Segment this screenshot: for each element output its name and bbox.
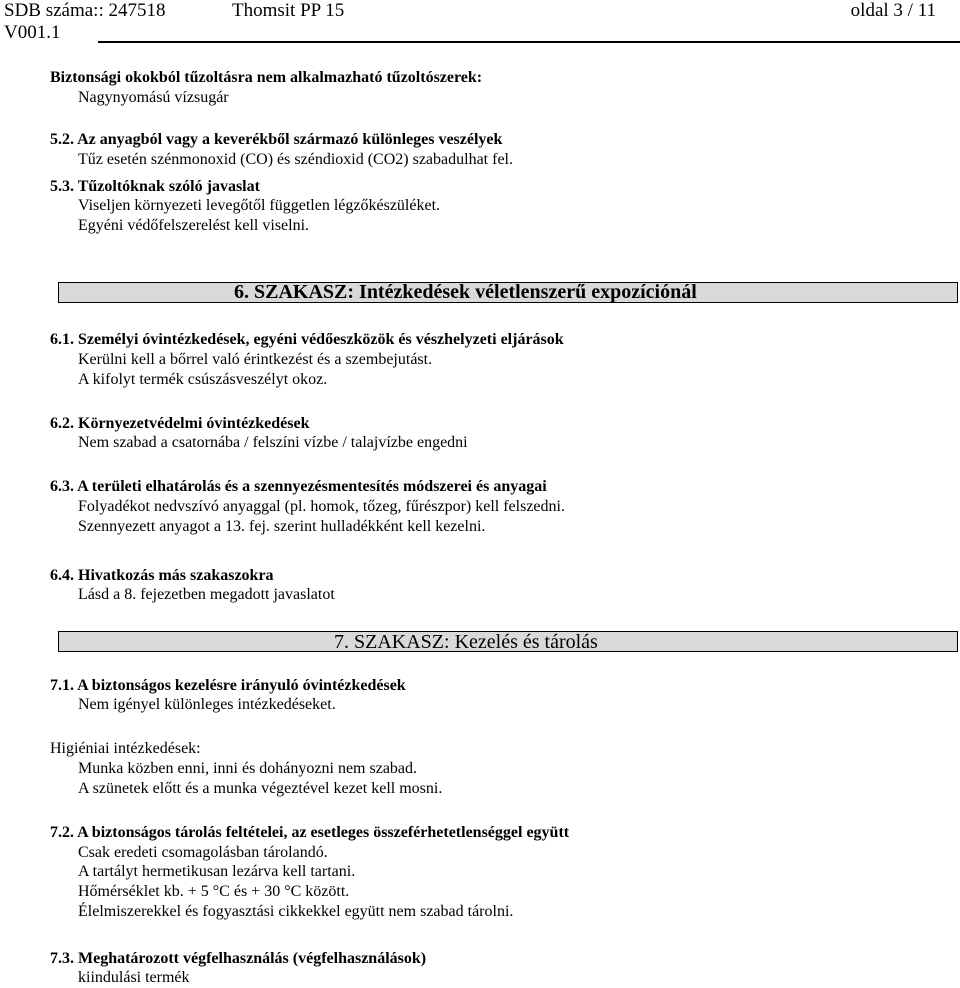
section-6-3-text-2: Szennyezett anyagot a 13. fej. szerint hulladékként kell kezelni. bbox=[78, 518, 486, 535]
section-6-1-text-1: Kerülni kell a bőrrel való érintkezést és a szembejutást. bbox=[78, 351, 433, 368]
section-7-title: 7. SZAKASZ: Kezelés és tárolás bbox=[334, 631, 598, 653]
section-5-3-text-2: Egyéni védőfelszerelést kell viselni. bbox=[78, 217, 310, 234]
unsuitable-extinguishing-title: Biztonsági okokból tűzoltásra nem alkalmazható tűzoltószerek: bbox=[50, 69, 483, 86]
section-5-3-text-1: Viseljen környezeti levegőtől független légzőkészüléket. bbox=[78, 197, 441, 214]
section-7-3-text: kiindulási termék bbox=[78, 969, 190, 986]
section-6-3-title: 6.3. A területi elhatárolás és a szennyezésmentesítés módszerei és anyagai bbox=[50, 478, 547, 495]
product-name: Thomsit PP 15 bbox=[232, 0, 345, 21]
section-6-2-title: 6.2. Környezetvédelmi óvintézkedések bbox=[50, 415, 310, 432]
section-5-2-title: 5.2. Az anyagból vagy a keverékből származó különleges veszélyek bbox=[50, 131, 503, 148]
hygiene-text-1: Munka közben enni, inni és dohányozni nem szabad. bbox=[78, 760, 418, 777]
section-5-2-text: Tűz esetén szénmonoxid (CO) és széndioxid (CO2) szabadulhat fel. bbox=[78, 151, 513, 168]
section-7-1-text: Nem igényel különleges intézkedéseket. bbox=[78, 696, 336, 713]
section-6-3-text-1: Folyadékot nedvszívó anyaggal (pl. homok, tőzeg, fűrészpor) kell felszedni. bbox=[78, 498, 565, 515]
section-7-2-text-2: A tartályt hermetikusan lezárva kell tartani. bbox=[78, 863, 356, 880]
section-6-1-title: 6.1. Személyi óvintézkedések, egyéni védőeszközök és vészhelyzeti eljárások bbox=[50, 331, 564, 348]
hygiene-text-2: A szünetek előtt és a munka végeztével kezet kell mosni. bbox=[78, 780, 443, 797]
header-divider bbox=[98, 41, 960, 43]
section-7-2-text-1: Csak eredeti csomagolásban tárolandó. bbox=[78, 844, 328, 861]
hygiene-title: Higiéniai intézkedések: bbox=[50, 740, 201, 757]
section-6-4-text: Lásd a 8. fejezetben megadott javaslatot bbox=[78, 586, 335, 603]
section-6-title: 6. SZAKASZ: Intézkedések véletlenszerű expozíciónál bbox=[234, 281, 697, 303]
section-6-4-title: 6.4. Hivatkozás más szakaszokra bbox=[50, 567, 274, 584]
section-6-1-text-2: A kifolyt termék csúszásveszélyt okoz. bbox=[78, 371, 328, 388]
section-7-2-text-3: Hőmérséklet kb. + 5 °C és + 30 °C között. bbox=[78, 883, 350, 900]
section-7-2-title: 7.2. A biztonságos tárolás feltételei, az esetleges összeférhetetlenséggel együtt bbox=[50, 824, 570, 841]
sdb-number: SDB száma:: 247518 bbox=[4, 0, 166, 21]
section-6-2-text: Nem szabad a csatornába / felszíni vízbe / talajvízbe engedni bbox=[78, 434, 468, 451]
section-7-3-title: 7.3. Meghatározott végfelhasználás (végfelhasználások) bbox=[50, 950, 427, 967]
page-number: oldal 3 / 11 bbox=[850, 0, 936, 21]
section-7-1-title: 7.1. A biztonságos kezelésre irányuló óvintézkedések bbox=[50, 677, 406, 694]
section-5-3-title: 5.3. Tűzoltóknak szóló javaslat bbox=[50, 178, 260, 195]
unsuitable-extinguishing-text: Nagynyomású vízsugár bbox=[78, 89, 229, 106]
section-7-2-text-4: Élelmiszerekkel és fogyasztási cikkekkel együtt nem szabad tárolni. bbox=[78, 903, 514, 920]
version-label: V001.1 bbox=[4, 22, 61, 43]
